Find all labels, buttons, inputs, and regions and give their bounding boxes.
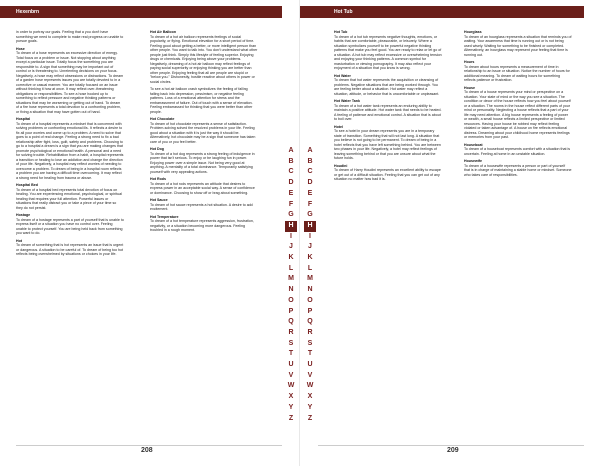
alphabet-letter-x[interactable]: X <box>288 393 294 401</box>
dictionary-entry <box>150 147 258 174</box>
entry-text: To dream of a housewife represents a person or part of yourself that is in charge of maintaining a stable home or mindset. Someone who takes care of responsibilities. <box>464 163 572 177</box>
entry-title: Hours <box>464 60 475 64</box>
right-footer-rule <box>318 445 584 446</box>
alphabet-letter-g[interactable]: G <box>288 211 294 219</box>
alphabet-letter-p[interactable]: P <box>307 307 313 315</box>
dictionary-entry <box>334 164 442 182</box>
alphabet-letter-b[interactable]: B <box>288 157 294 165</box>
entry-title: Hot Tub <box>334 30 348 34</box>
alphabet-letter-k[interactable]: K <box>288 254 294 262</box>
entry-text: To dream of an hourglass represents a situation that reminds you of waiting. Your awareness that time is running out or is not being used wisely. Waiting for something to be finished or completed. Alternatively, an hourglass may represent your feeling that time is running out. <box>464 34 572 57</box>
alphabet-letter-y[interactable]: Y <box>288 403 294 411</box>
dictionary-entry <box>16 183 124 210</box>
alphabet-letter-f[interactable]: F <box>288 200 294 208</box>
alphabet-letter-r[interactable]: R <box>307 328 313 336</box>
alphabet-letter-l[interactable]: L <box>288 264 294 272</box>
alphabet-letter-c[interactable]: C <box>288 168 294 176</box>
left-running-header: Hexenbrn <box>0 6 282 18</box>
dictionary-entry <box>334 125 442 161</box>
dictionary-entry <box>16 239 124 257</box>
dictionary-entry <box>150 30 258 84</box>
entry-title: House <box>464 85 475 90</box>
dictionary-entry <box>464 143 572 157</box>
entry-text: To dream of a hot temperature represents aggression, frustration, negativity, or a situation becoming more dangerous. Feeling troubled in a rough moment. <box>150 219 254 232</box>
entry-text: To see a hot air balloon crash symbolizes the feeling of falling failing back into depression, pessimism, or negative feeling patterns. Loss of a emotional attention for stress and the embarrassment of failure. Out of touch with a sense of elevation. Feeling embarrassed for thinking that you were better than other people. <box>150 87 253 114</box>
entry-title: Hot <box>16 238 22 243</box>
alphabet-letter-a[interactable]: A <box>288 147 294 154</box>
alphabet-letter-p[interactable]: P <box>288 307 294 315</box>
right-running-header: Hot Tub <box>300 6 584 18</box>
alphabet-letter-z[interactable]: Z <box>307 414 313 422</box>
left-footer-rule <box>16 445 282 446</box>
entry-text: To dream of something that is hot represents an issue that is urgent or dangerous. A situation to be careful of. To dream of being too hot reflects being overwhelmed by situations or choices in your life. <box>16 243 124 256</box>
alphabet-letter-u[interactable]: U <box>307 361 313 369</box>
entry-text: To dream of a houseboat represents comfort with a situation that is uncertain. Feeling at home in an unstable situation. <box>464 147 571 156</box>
dictionary-entry <box>464 30 572 57</box>
entry-title: Hostage <box>16 213 31 217</box>
alphabet-letter-v[interactable]: V <box>288 371 294 379</box>
entry-title: Hourglass <box>464 30 482 34</box>
entry-text: To dream of a hostage represents a part of yourself that is unable to express itself or a situation you have no control over. Feeling unable to protect yourself. You are being held back from something you want to do. <box>16 217 124 235</box>
alphabet-letter-e[interactable]: E <box>288 189 294 197</box>
alphabet-letter-d[interactable]: D <box>288 179 294 187</box>
right-column-2 <box>464 30 572 180</box>
dictionary-entry <box>464 60 572 83</box>
dictionary-entry <box>150 117 258 144</box>
alphabet-letter-t[interactable]: T <box>288 350 294 358</box>
alphabet-letter-v[interactable]: V <box>307 371 313 379</box>
alphabet-letter-h[interactable]: H <box>285 221 297 232</box>
entry-text: To dream of a hot dog represents a strong feeling of indulgence in power that isn't serious. To enjoy or be laughing fun in power. Enjoying power over a simple issue. Not being very good at anything. A mentality of a total dominance. Temporarily satisfying yourself with very appealing actions. <box>150 151 255 174</box>
alphabet-letter-y[interactable]: Y <box>307 403 313 411</box>
alphabet-letter-i[interactable]: I <box>309 232 311 240</box>
alphabet-letter-q[interactable]: Q <box>288 318 294 326</box>
entry-text: To dream of a hot water tank represents an enduring ability to maintain a positive attitude. Hot water tank that needs to be heated. A feeling of patience and emotional control. A situation that is about to boil over. <box>334 103 442 121</box>
entry-text: To dream of Harry Houdini represents an excellent ability to escape or get out of a difficult situation. Feeling that you can get out of any situation no matter how bad it is. <box>334 168 441 181</box>
alphabet-letter-u[interactable]: U <box>288 361 294 369</box>
left-column-1 <box>16 30 124 260</box>
right-page-number: 209 <box>447 447 459 454</box>
entry-title: Hot Rods <box>150 177 166 181</box>
dictionary-entry <box>16 47 124 115</box>
entry-title: Hot Chocolate <box>150 117 175 121</box>
entry-title: Hot Water Tank <box>334 99 360 103</box>
entry-text: in order to portray our goals. Feeling that a you don't have something we need to complete to make real progress on unable to pursue goals. <box>16 30 124 43</box>
entry-text: To dream of a house represents your mind or perspective on a situation. Your state of mind or the way you see a situation. The condition or decor of the house reflects how you feel about yourself or a situation. The rooms in the house reflect different parts of your mind or personality. Neglecting a house reflects that a part of your life may need attention. A big house represents a feeling of power or wealth, a small house reflects a limited perspective or limited resources. Having your house be robbed may reflect feeling violated or taken advantage of. A house on fire reflects emotional distress. Dreaming about your childhood home represents feelings or memories from your past. <box>464 90 571 139</box>
entry-text: To dream of a hose represents an excessive direction of energy. Total focus on a problem or issue. Not stopping about anything except a particular issue. Totally focus the something you are responsible to. A sign that something may be important out of control or is threatening to. Unrelenting decisions on your focus. Negatively, a hose may reflect obsessions or distractions. To dream of a garden hose represents issues you are totally devoted to in a corrective or casual manner. You are totally focused on an issue without thinking it how at once. It may reflect over-threatening obligations or responsibilities. To see a hose hooked up to something to reflect pressure and negative thinking patterns or situations that may be worsening or getting out of hand. To dream of a fire hose represents a total devotion to a confronting problem, or fixing a situation that may have gotten out of hand. <box>16 51 124 114</box>
entry-text: To dream of a hospital represents a mindset that is concerned with solving problems or confronting emotional ills. It reflects a desire to fix all your worries and come up to a problem. A need to solve that goes to a point of real change. Feeling a strong need to fix a bad relationship after fight, loss, guilt, safety and problems. Choosing to go to a hospital a dream is a sign that you are making changes that promote psychological or emotional health. A personal and a need for solving trouble. Rehabilitation from a habit, a hospital represents a transition or healing to lose an addiction and change the direction of your life. Negatively, a hospital may reflect worries of needing to overcome a problem. To dream of being in a hospital room reflects a problem you are having a difficult time overcoming. It may reflect a strong need for healing from trauma or abuse. <box>16 121 124 180</box>
entry-title: Hot Sauce <box>150 198 168 202</box>
entry-text: To dream that hot water represents the acquisition or cleansing of problems. Negative situations that are being worked through. You are feeling better about a situation. Hot water may reflect a situation, attitude, or behavior that is uncomfortable or unpleasant. <box>334 78 440 96</box>
alphabet-letter-o[interactable]: O <box>288 296 294 304</box>
alphabet-letter-a[interactable]: A <box>307 147 313 154</box>
entry-text: To dream of a hot rods represents an attitude that desires to express power in an acceptable social way. A sense of confidence or dominance. Choosing to show off or brag about something. <box>150 181 255 195</box>
alphabet-letter-r[interactable]: R <box>288 328 294 336</box>
alphabet-letter-n[interactable]: N <box>288 286 294 294</box>
alphabet-letter-q[interactable]: Q <box>307 318 313 326</box>
alphabet-letter-s[interactable]: S <box>307 339 313 347</box>
alphabet-letter-k[interactable]: K <box>307 254 313 262</box>
entry-title: Hot Water <box>334 73 351 78</box>
alphabet-letter-b[interactable]: B <box>307 157 313 165</box>
entry-title: Hot Temperature <box>150 214 179 219</box>
entry-text: To dream of a hot tub represents negative thoughts, emotions, or habits that are comfortable, pleasurable, or leisurely. Where a situation symbolizes yourself to be powerful negative thinking patterns that make you feel good. You are ready to relax or let go of a situation. A hot tub may reflect excessive or overwhelming tension and enjoying your thinking patterns. A common symbol for masturbation or viewing pornography. It may also reflect your enjoyment of a situation that you know is wrong. <box>334 34 442 70</box>
alphabet-letter-j[interactable]: J <box>308 243 312 251</box>
dictionary-entry <box>464 86 572 140</box>
alphabet-letter-e[interactable]: E <box>307 189 313 197</box>
dictionary-entry <box>150 198 258 212</box>
alphabet-letter-w[interactable]: W <box>306 382 314 390</box>
entry-title: Housewife <box>464 159 482 163</box>
alphabet-letter-s[interactable]: S <box>288 339 294 347</box>
alphabet-letter-m[interactable]: M <box>307 275 313 283</box>
entry-title: Hotel <box>334 124 343 129</box>
alphabet-letter-c[interactable]: C <box>307 168 313 176</box>
dictionary-entry <box>334 74 442 97</box>
dictionary-entry <box>16 117 124 180</box>
right-column-1 <box>334 30 442 185</box>
entry-title: Hospital Bed <box>16 183 38 187</box>
entry-text: To dream of hot sauce represents a hot situation. A desire to add excitement. <box>150 202 253 211</box>
left-page-number: 208 <box>141 447 153 454</box>
dictionary-entry <box>150 177 258 195</box>
alphabet-letter-j[interactable]: J <box>289 243 293 251</box>
alphabet-letter-x[interactable]: X <box>307 393 313 401</box>
entry-text: To dream of hot chocolate represents a sense of satisfaction. Problem-solving solved the resolved problems in your life. Feeling good about a situation with it is just the way it should be. Alternatively, hot chocolate may be a sign that someone has taken care of you or you feel better. <box>150 121 256 144</box>
right-alphabet-index <box>304 146 316 424</box>
entry-text: To dream of a hot air balloon represents feelings of social popularity, or flying. Emotional elevation for a short period of time. Feeling good about getting a better, or more intelligent person than other people. You want to talk into. You don't understand what other people just think. Simply this lifestyle of feeling superior. Enjoying drugs or chemicals. Enjoying being above your problems. Negatively, dreaming of a hot air balloon may reflect feelings of paying social superiority or enjoying thinking you are better than other people. Enjoying feeling that all are people are stupid or "below you." Dishonestly, hostile reactive about others in power or social circles. <box>150 34 258 84</box>
entry-text: To dream about hours represents a measurement of time in relationship to an issue or situation. Notice the number of hours for additional meaning. To dream of waiting hours for something reflects patience or frustration. <box>464 64 570 82</box>
entry-text: To see a hotel in your dream represents you are in a temporary state of transition. Something that will not last long. A situation that you believe is not going to be permanent. To dream of being in a hotel reflects that you have left something behind. You are between two phases in your life. Negatively, a hotel may reflect feelings of leaving something behind or that you are unsure about what the future holds. <box>334 129 441 160</box>
alphabet-letter-f[interactable]: F <box>307 200 313 208</box>
alphabet-letter-h[interactable]: H <box>304 221 316 232</box>
dictionary-entry <box>464 159 572 177</box>
alphabet-letter-g[interactable]: G <box>307 211 313 219</box>
alphabet-letter-w[interactable]: W <box>287 382 295 390</box>
dictionary-entry <box>150 215 258 233</box>
alphabet-letter-t[interactable]: T <box>307 350 313 358</box>
alphabet-letter-l[interactable]: L <box>307 264 313 272</box>
entry-title: Hose <box>16 46 25 51</box>
dictionary-entry <box>16 213 124 236</box>
dictionary-entry <box>150 87 258 114</box>
left-alphabet-index <box>285 146 297 424</box>
alphabet-letter-n[interactable]: N <box>307 286 313 294</box>
entry-title: Hospital <box>16 117 31 121</box>
entry-title: Hot Dog <box>150 147 164 151</box>
entry-title: Houdini <box>334 163 348 168</box>
alphabet-letter-z[interactable]: Z <box>288 414 294 422</box>
dictionary-entry <box>334 30 442 71</box>
entry-text: To dream of a hospital bed represents total devotion of focus on healing. You are experiencing emotional, psychological, or spiritual healing that requires your full attention. Powerful issues or situations that really distract you or take a piece of your time so they do not persist. <box>16 187 122 210</box>
alphabet-letter-o[interactable]: O <box>307 296 313 304</box>
dictionary-entry <box>334 99 442 122</box>
dictionary-entry <box>16 30 124 44</box>
alphabet-letter-d[interactable]: D <box>307 179 313 187</box>
entry-title: Hot Air Balloon <box>150 30 177 34</box>
alphabet-letter-i[interactable]: I <box>290 232 292 240</box>
right-page <box>300 0 600 466</box>
entry-title: Houseboat <box>464 142 483 147</box>
alphabet-letter-m[interactable]: M <box>288 275 294 283</box>
left-column-2 <box>150 30 258 236</box>
